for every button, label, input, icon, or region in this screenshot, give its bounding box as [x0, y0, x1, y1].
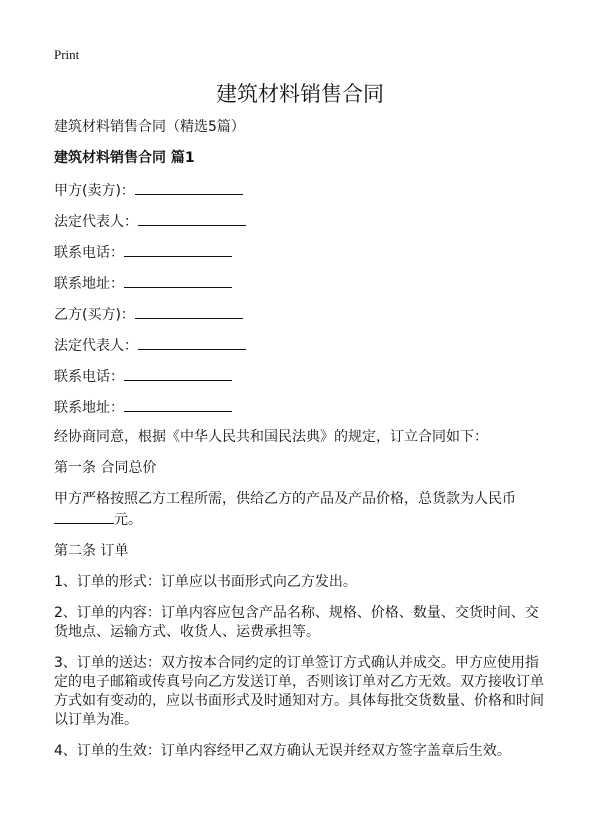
page-title: 建筑材料销售合同 — [216, 82, 384, 106]
article-2-title: 第二条 订单 — [54, 543, 129, 559]
list-item: 4、订单的生效：订单内容经甲乙双方确认无误并经双方签字盖章后生效。 — [54, 743, 511, 759]
blank-line — [135, 304, 243, 319]
list-item: 2、订单的内容：订单内容应包含产品名称、规格、价格、数量、交货时间、交货地点、运输方式、收货人、运费承担等。 — [54, 605, 539, 640]
field-buyer: 乙方(买方)： — [54, 304, 550, 323]
blank-line — [135, 180, 243, 195]
blank-line — [138, 211, 246, 226]
document-body — [54, 118, 550, 773]
print-link[interactable]: Print — [54, 47, 80, 62]
blank-line — [54, 509, 114, 524]
field-seller-rep: 法定代表人： — [54, 211, 550, 230]
field-buyer-rep: 法定代表人： — [54, 335, 550, 354]
list-item: 3、订单的送达：双方按本合同约定的订单签订方式确认并成交。甲方应使用指定的电子邮箱或传真号向乙方发送订单，否则该订单对乙方无效。双方接收订单方式如有变动的，应以书面形式及时通知对方。具体每批交货数量、价格和时间以订单为准。 — [54, 655, 544, 728]
field-seller-address: 联系地址： — [54, 273, 550, 292]
blank-line — [124, 242, 232, 257]
list-item: 1、订单的形式：订单应以书面形式向乙方发出。 — [54, 574, 357, 590]
field-buyer-phone: 联系电话： — [54, 366, 550, 385]
article-1-text: 甲方严格按照乙方工程所需，供给乙方的产品及产品价格，总货款为人民币 元。 — [54, 491, 516, 528]
blank-line — [124, 397, 232, 412]
blank-line — [124, 366, 232, 381]
field-buyer-address: 联系地址： — [54, 397, 550, 416]
intro-text: 经协商同意，根据《中华人民共和国民法典》的规定，订立合同如下： — [54, 429, 488, 445]
section-title: 建筑材料销售合同 篇1 — [54, 150, 195, 166]
article-1-title: 第一条 合同总价 — [54, 460, 157, 476]
subtitle: 建筑材料销售合同（精选5篇） — [54, 119, 245, 135]
blank-line — [138, 335, 246, 350]
field-seller: 甲方(卖方)： — [54, 180, 550, 199]
blank-line — [124, 273, 232, 288]
field-seller-phone: 联系电话： — [54, 242, 550, 261]
